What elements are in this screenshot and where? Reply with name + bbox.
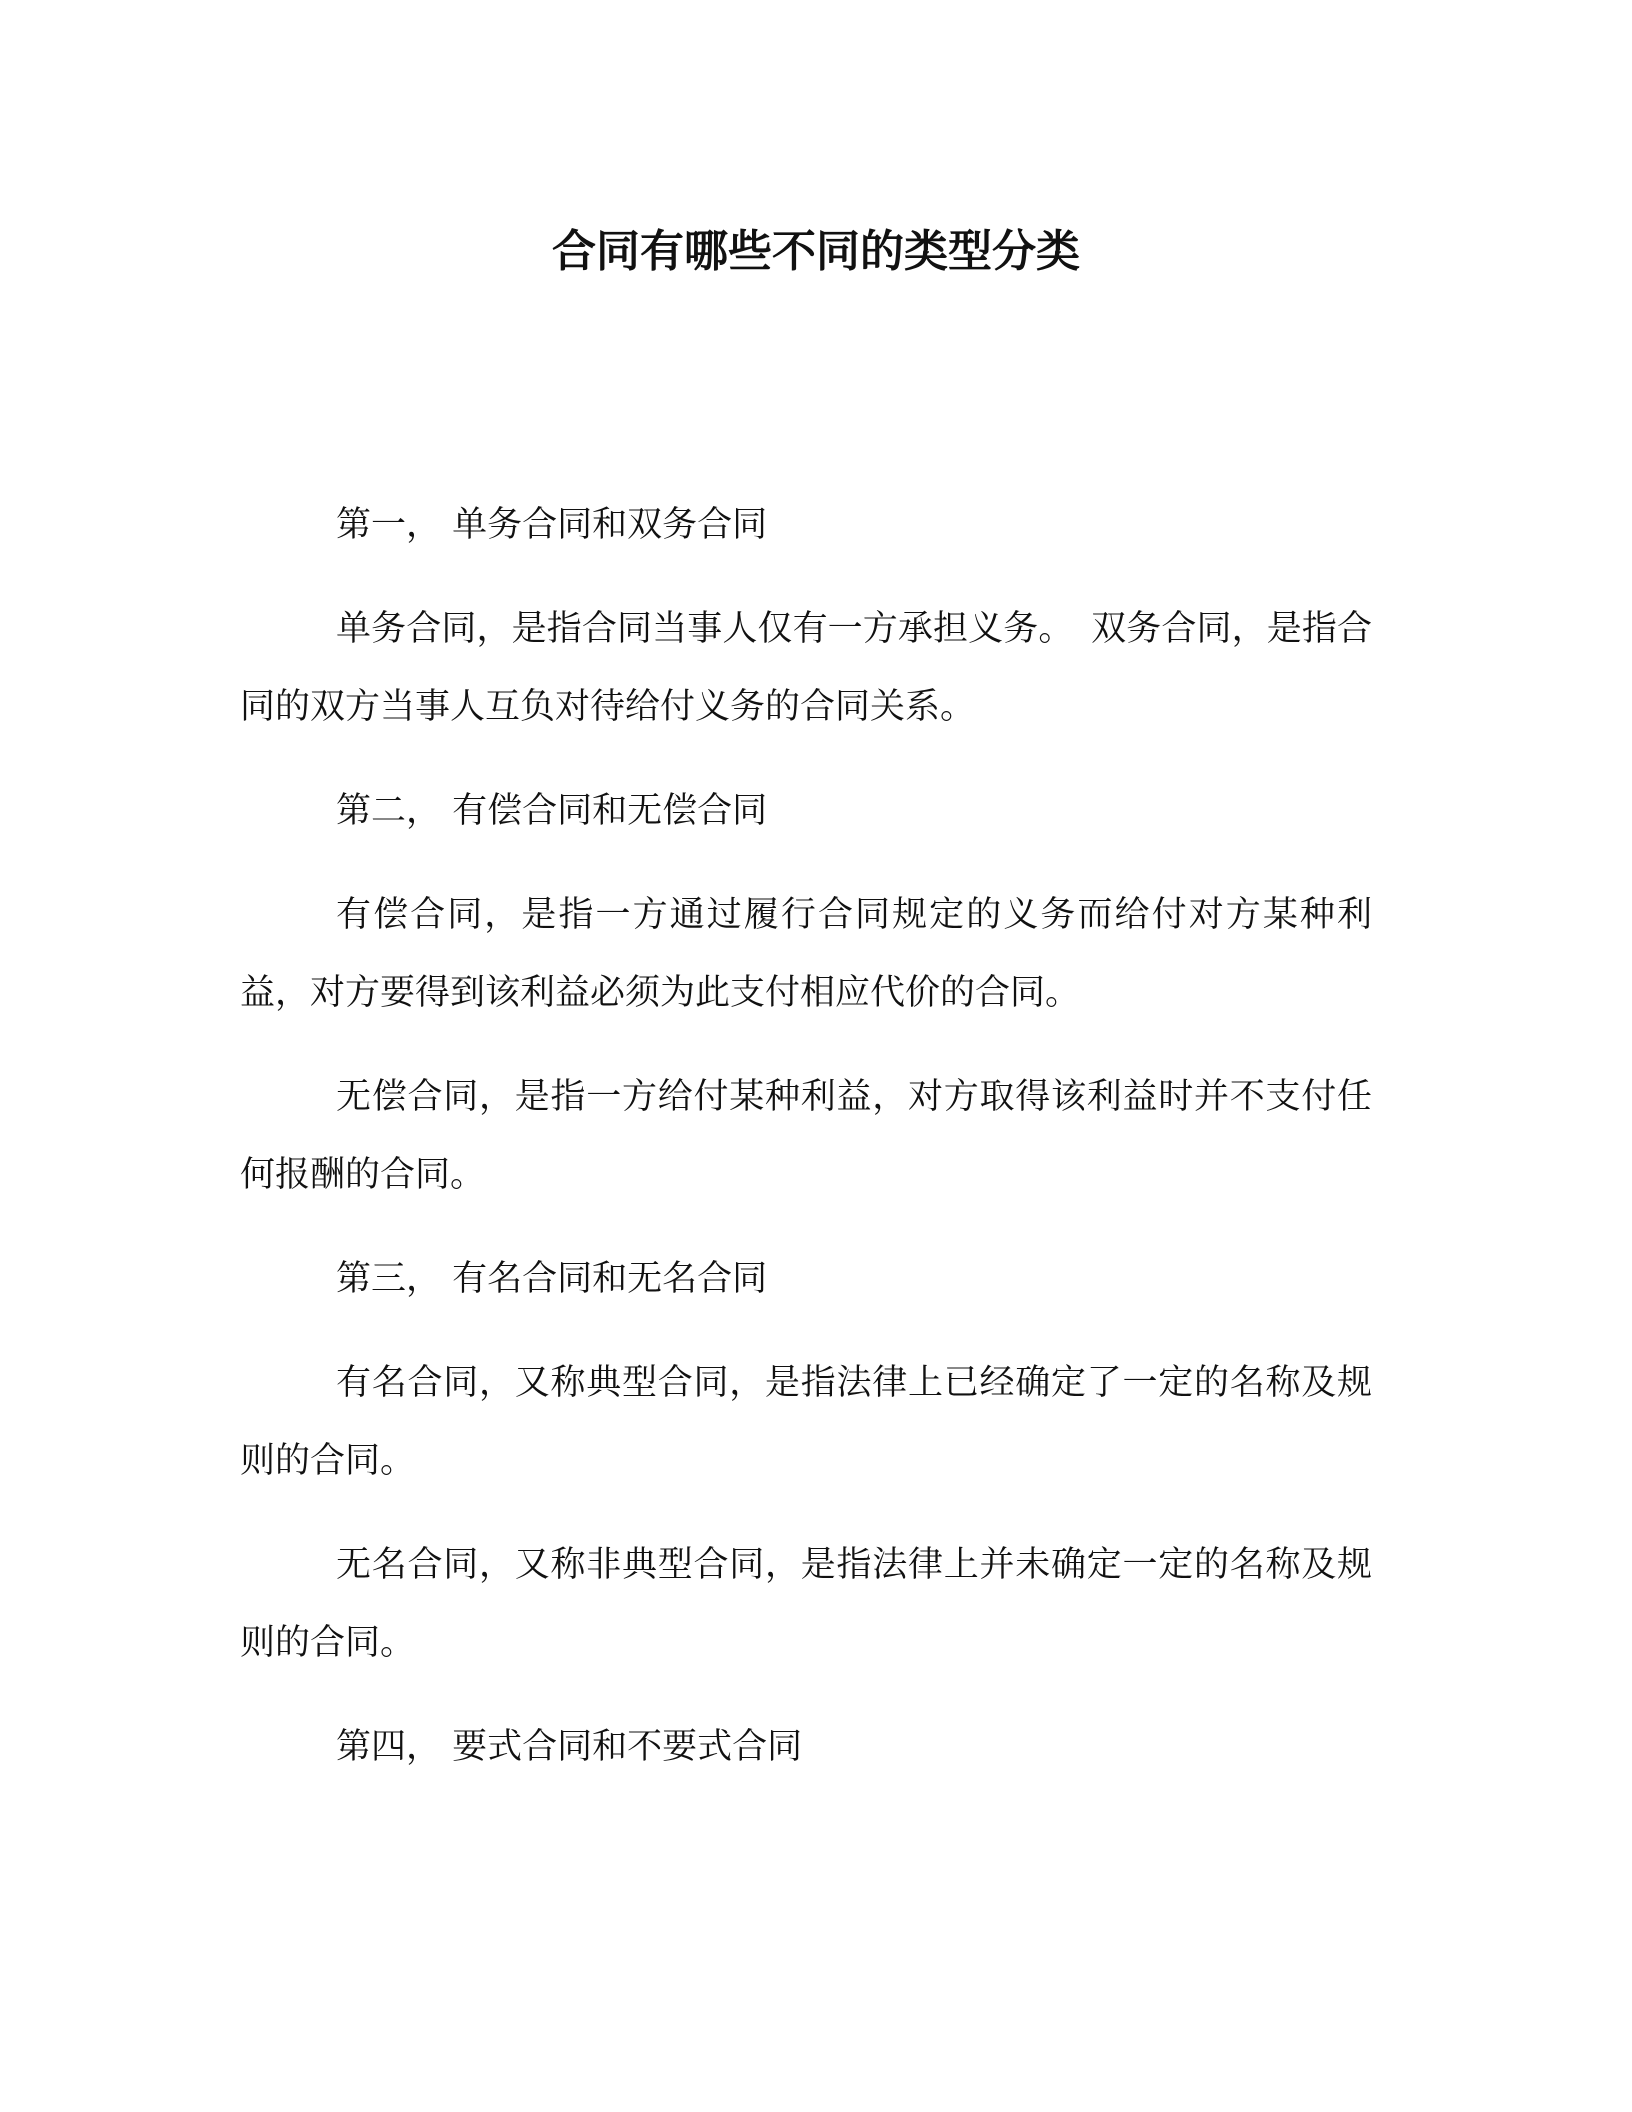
section-heading-1: 第一， 单务合同和双务合同 xyxy=(336,505,768,545)
paragraph-unilateral-bilateral: 单务合同，是指合同当事人仅有一方承担义务。 双务合同，是指合同的双方当事人互负对待给付义务的合同关系。 xyxy=(240,609,1372,727)
section-heading-2: 第二， 有偿合同和无偿合同 xyxy=(336,791,768,831)
document-body xyxy=(240,486,1372,1812)
section-heading-4: 第四， 要式合同和不要式合同 xyxy=(336,1727,803,1767)
paragraph-gratuitous: 无偿合同，是指一方给付某种利益，对方取得该利益时并不支付任何报酬的合同。 xyxy=(240,1077,1372,1195)
document-title: 合同有哪些不同的类型分类 xyxy=(552,226,1080,277)
section-heading-3: 第三， 有名合同和无名合同 xyxy=(336,1259,768,1299)
paragraph-innominate: 无名合同，又称非典型合同，是指法律上并未确定一定的名称及规则的合同。 xyxy=(240,1545,1372,1663)
paragraph-onerous: 有偿合同，是指一方通过履行合同规定的义务而给付对方某种利益，对方要得到该利益必须为此支付相应代价的合同。 xyxy=(240,895,1372,1013)
paragraph-nominate: 有名合同，又称典型合同，是指法律上已经确定了一定的名称及规则的合同。 xyxy=(240,1363,1372,1481)
